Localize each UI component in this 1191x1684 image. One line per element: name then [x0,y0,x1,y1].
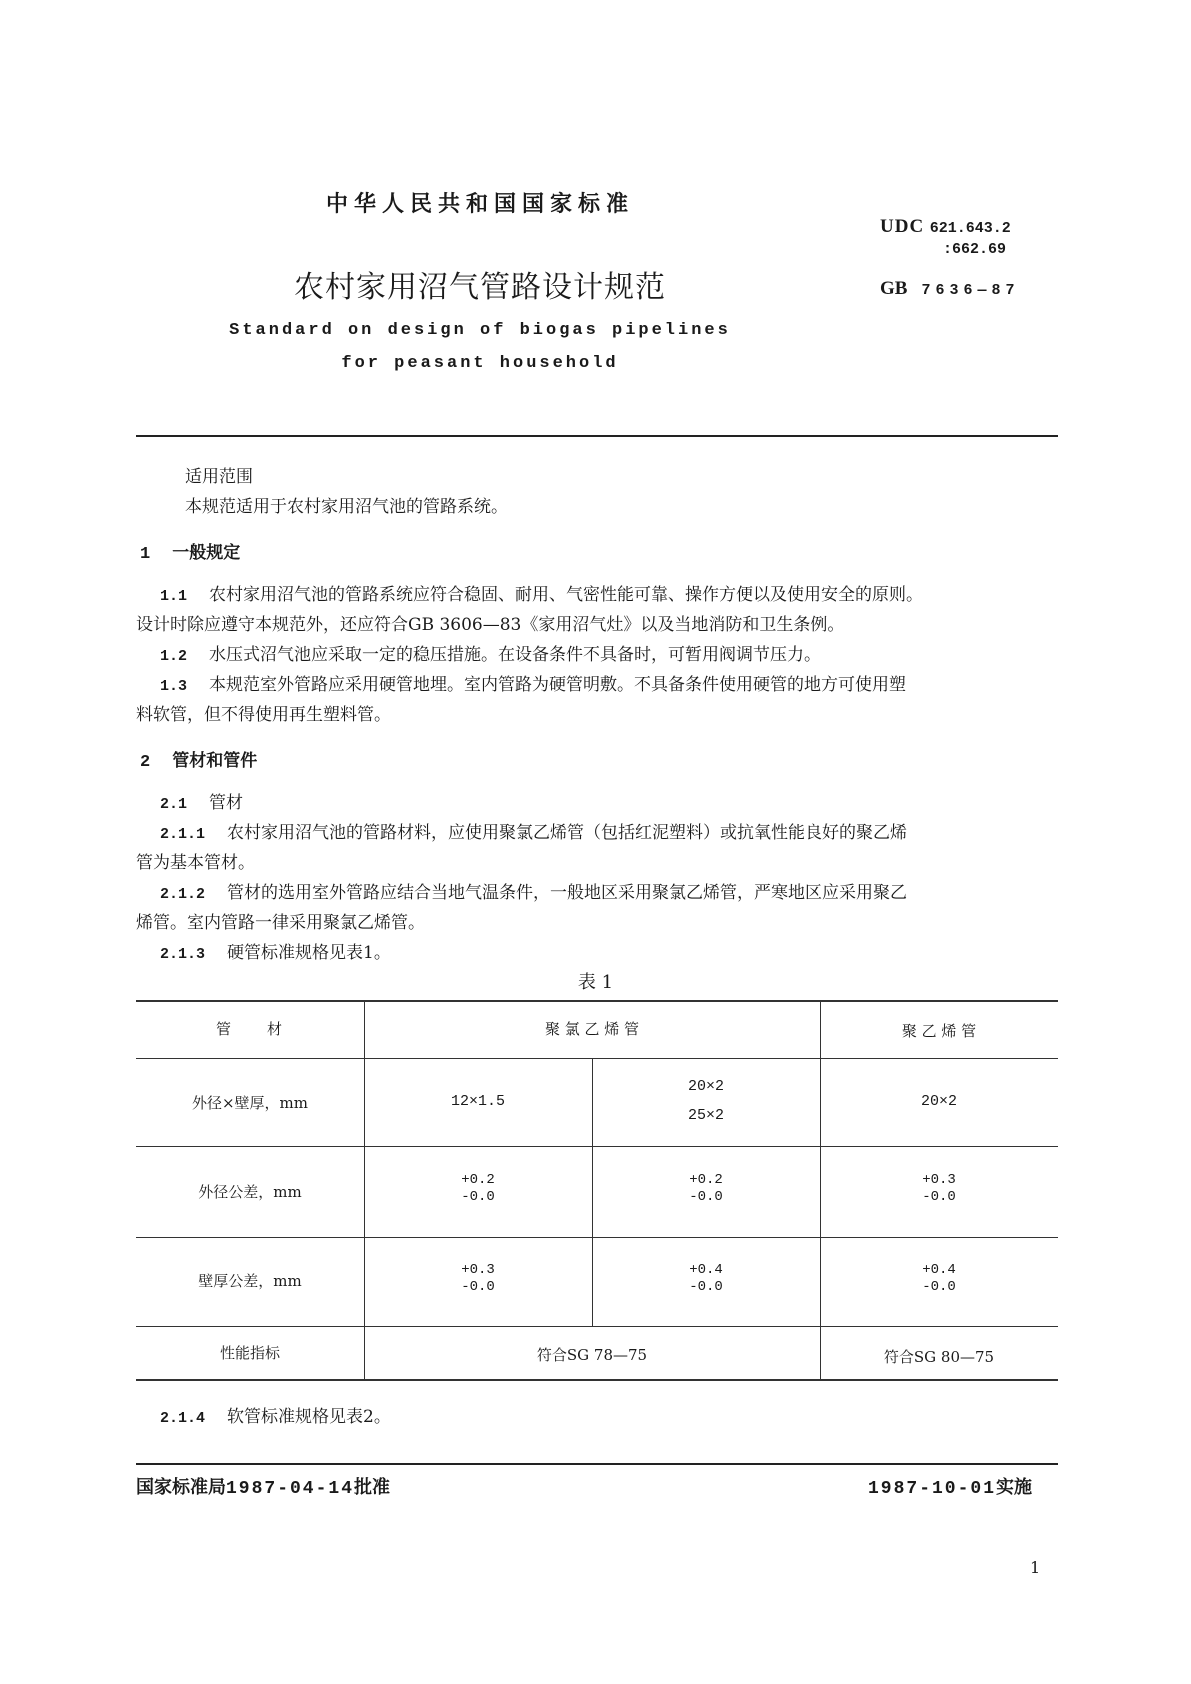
cell-wall-tol-pvc-a [364,1262,592,1296]
clause-text: 水压式沼气池应采取一定的稳压措施。在设备条件不具备时，可暂用阀调节压力。 [209,645,822,665]
clause-1-1-cont: 设计时除应遵守本规范外，还应符合GB 3606—83《家用沼气灶》以及当地消防和卫生条例。 [136,615,845,635]
clause-text: 本规范室外管路应采用硬管地埋。室内管路为硬管明敷。不具备条件使用硬管的地方可使用塑 [209,675,907,695]
tol-plus: +0.4 [922,1262,956,1278]
section-2-heading [140,746,257,772]
table-row-divider [136,1058,1058,1059]
clause-2-1 [160,788,243,820]
footer-divider [136,1463,1058,1465]
row-label-performance: 性能指标 [219,1344,280,1362]
clause-number: 2.1.1 [160,826,206,843]
effective-date: 1987-10-01 [868,1479,997,1499]
scope-text: 本规范适用于农村家用沼气池的管路系统。 [185,497,508,517]
cell-od-tol-pvc-b [592,1172,820,1206]
effective-suffix: 实施 [996,1477,1033,1498]
table-caption: 表 1 [577,972,614,993]
clause-text: 管材的选用室外管路应结合当地气温条件，一般地区采用聚氯乙烯管，严寒地区应采用聚乙 [227,883,908,903]
approval-date: 1987-04-14 [226,1479,355,1499]
cell-perf-pe: 符合SG 80—75 [883,1348,995,1366]
document-title-cn: 农村家用沼气管路设计规范 [294,270,666,305]
cell-dim-pe: 20×2 [920,1093,957,1110]
clause-2-1-1-cont: 管为基本管材。 [136,853,255,873]
tol-minus: -0.0 [689,1189,723,1205]
table-row-divider [136,1237,1058,1238]
gb-value: 7636—87 [921,282,1020,299]
scope-heading: 适用范围 [185,467,253,487]
row-label-wall-tolerance: 壁厚公差，mm [198,1272,302,1290]
tol-minus: -0.0 [922,1279,956,1295]
cell-wall-tol-pe [820,1262,1058,1296]
clause-1-1 [160,580,1060,612]
clause-text: 农村家用沼气池的管路系统应符合稳固、耐用、气密性能可靠、操作方便以及使用安全的原则。 [209,585,924,605]
udc-value-continued: :662.69 [943,241,1007,258]
clause-number: 2.1 [160,796,188,813]
clause-2-1-2-cont: 烯管。室内管路一律采用聚氯乙烯管。 [136,913,425,933]
page-number: 1 [1030,1558,1041,1577]
approval-authority: 国家标准局 [136,1477,226,1498]
clause-number: 1.2 [160,648,188,665]
clause-number: 1.1 [160,588,188,605]
cell-wall-tol-pvc-b [592,1262,820,1296]
clause-2-1-4 [160,1402,391,1434]
tol-plus: +0.2 [461,1172,495,1188]
udc-code [880,217,1011,238]
approval-suffix: 批准 [354,1477,391,1498]
clause-2-1-2 [160,878,1060,910]
clause-1-3 [160,670,1060,702]
section-1-heading [140,538,240,564]
row-label-od-tolerance: 外径公差，mm [198,1183,302,1201]
cell-dim-pvc-b2: 25×2 [687,1107,724,1124]
document-title-en-line1: Standard on design of biogas pipelines [229,321,731,340]
clause-1-3-cont: 料软管，但不得使用再生塑料管。 [136,705,391,725]
header-material: 管 材 [215,1020,284,1038]
section-2-title: 管材和管件 [172,751,258,771]
country-standard-title: 中华人民共和国国家标准 [325,192,634,217]
cell-perf-pvc: 符合SG 78—75 [536,1346,648,1364]
header-pvc: 聚 氯 乙 烯 管 [544,1020,640,1038]
approval-line [136,1473,390,1499]
table-border-bottom [136,1379,1058,1381]
tol-minus: -0.0 [461,1279,495,1295]
clause-1-2 [160,640,1060,672]
section-1-number: 1 [140,545,151,564]
tol-plus: +0.4 [689,1262,723,1278]
cell-dim-pvc-a: 12×1.5 [450,1093,505,1110]
table-border-top [136,1000,1058,1002]
gb-label: GB [880,278,908,299]
document-title-en-line2: for peasant household [341,354,619,373]
tol-minus: -0.0 [922,1189,956,1205]
tol-plus: +0.3 [922,1172,956,1188]
clause-text: 硬管标准规格见表1。 [227,943,391,963]
tol-minus: -0.0 [689,1279,723,1295]
table-row-divider [136,1146,1058,1147]
cell-od-tol-pe [820,1172,1058,1206]
tol-plus: +0.2 [689,1172,723,1188]
clause-number: 2.1.4 [160,1410,206,1427]
clause-text: 软管标准规格见表2。 [227,1407,391,1427]
udc-label: UDC [880,216,925,237]
effective-line [868,1473,1032,1499]
cell-od-tol-pvc-a [364,1172,592,1206]
row-label-dimensions: 外径×壁厚，mm [191,1094,309,1112]
clause-text: 农村家用沼气池的管路材料，应使用聚氯乙烯管（包括红泥塑料）或抗氧性能良好的聚乙烯 [227,823,908,843]
header-pe: 聚 乙 烯 管 [901,1022,977,1040]
clause-2-1-3 [160,938,391,970]
udc-value: 621.643.2 [929,220,1011,237]
pipe-spec-table [136,1000,1058,1381]
clause-2-1-1 [160,818,1060,850]
clause-text: 管材 [209,793,244,813]
header-divider [136,435,1058,437]
cell-dim-pvc-b1: 20×2 [687,1078,724,1095]
clause-number: 2.1.2 [160,886,206,903]
table-row-divider [136,1326,1058,1327]
clause-number: 2.1.3 [160,946,206,963]
tol-plus: +0.3 [461,1262,495,1278]
section-1-title: 一般规定 [172,543,241,563]
tol-minus: -0.0 [461,1189,495,1205]
clause-number: 1.3 [160,678,188,695]
section-2-number: 2 [140,753,151,772]
